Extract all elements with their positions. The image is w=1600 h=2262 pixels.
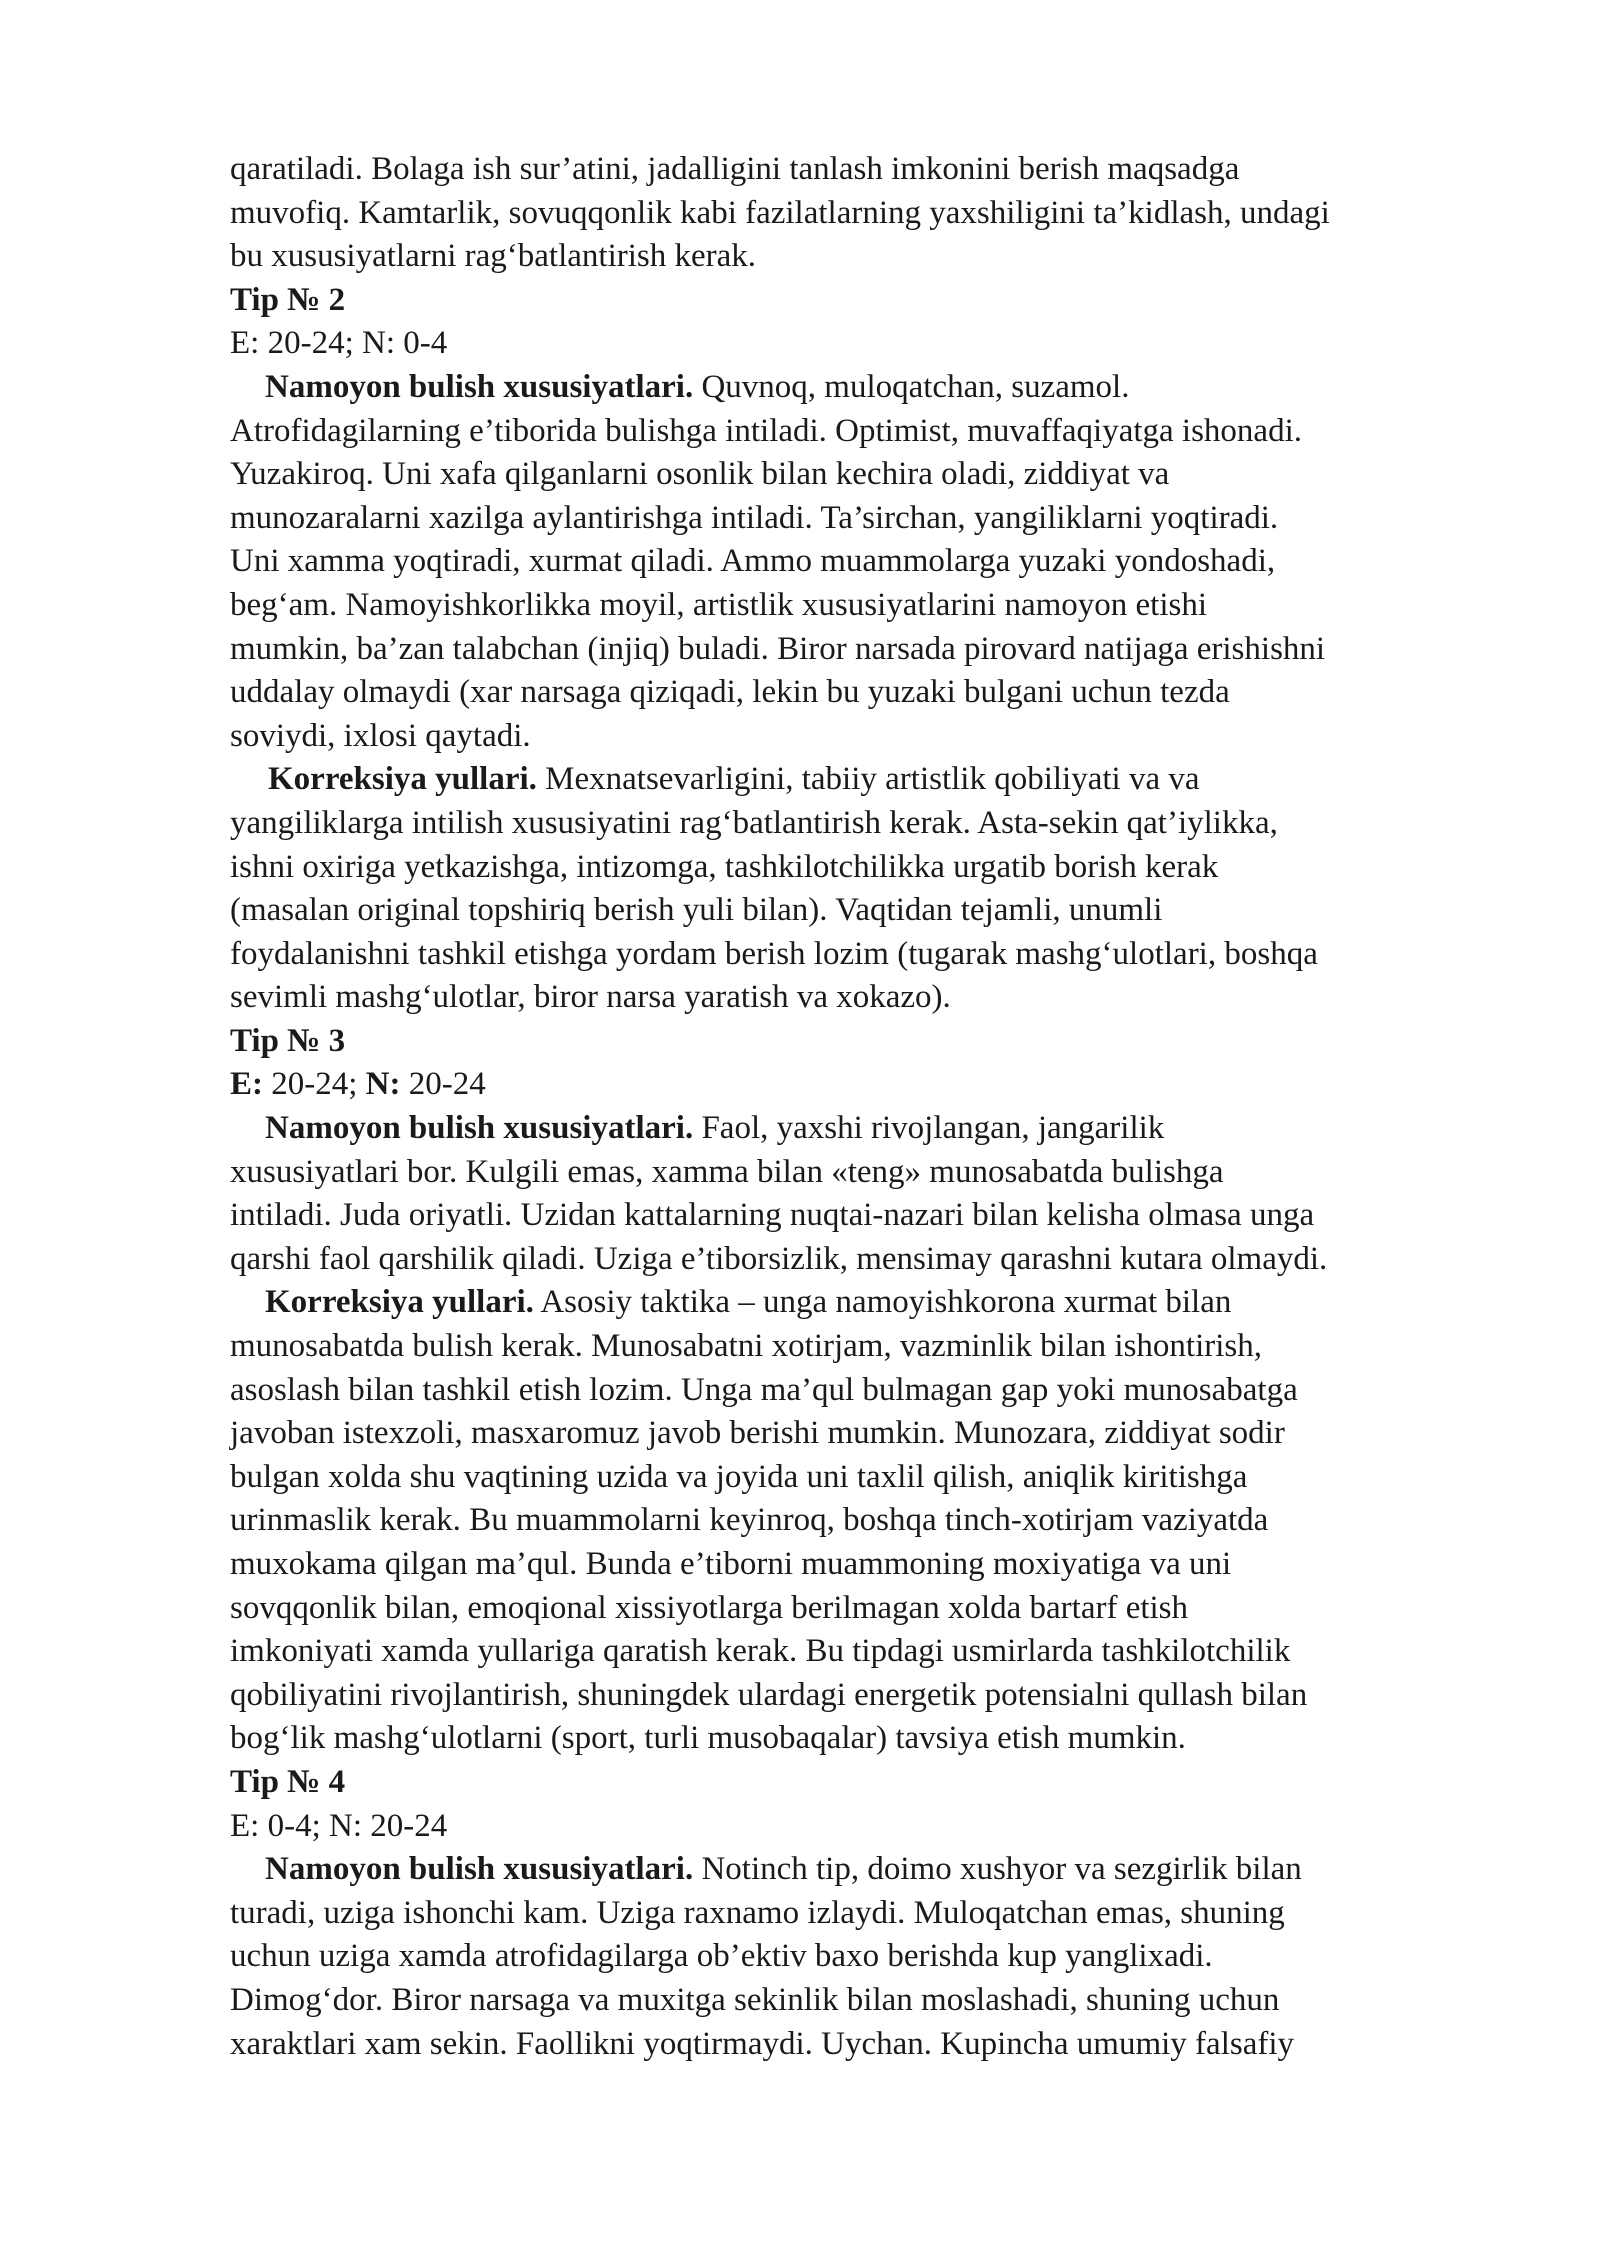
text-line: Korreksiya yullari. Asosiy taktika – unga namoyishkorona xurmat bilan: [265, 1284, 1232, 1321]
manifest-label: Namoyon bulish xususiyatlari.: [265, 368, 694, 405]
text-line: bu xususiyatlarni rag‘batlantirish kerak.: [230, 238, 757, 275]
text-line: bog‘lik mashg‘ulotlarni (sport, turli musobaqalar) tavsiya etish mumkin.: [230, 1720, 1186, 1757]
text-line: yangiliklarga intilish xususiyatini rag‘batlantirish kerak. Asta-sekin qat’iylikka,: [230, 804, 1278, 841]
text-line: qarshi faol qarshilik qiladi. Uziga e’tiborsizlik, mensimay qarashni kutara olmaydi.: [230, 1240, 1328, 1277]
text-line: Yuzakiroq. Uni xafa qilganlarni osonlik bilan kechira oladi, ziddiyat va: [230, 456, 1170, 493]
text-line: Namoyon bulish xususiyatlari. Faol, yaxshi rivojlangan, jangarilik: [265, 1110, 1165, 1147]
text-line: muvofiq. Kamtarlik, sovuqqonlik kabi fazilatlarning yaxshiligini ta’kidlash, undagi: [230, 194, 1330, 231]
text-line: urinmaslik kerak. Bu muammolarni keyinroq, boshqa tinch-xotirjam vaziyatda: [230, 1502, 1269, 1539]
type-3-heading: Tip № 3: [230, 1022, 346, 1059]
text-line: ishni oxiriga yetkazishga, intizomga, tashkilotchilikka urgatib borish kerak: [230, 848, 1219, 885]
text-line: xaraktlari xam sekin. Faollikni yoqtirmaydi. Uychan. Kupincha umumiy falsafiy: [230, 2025, 1295, 2062]
text-line: Namoyon bulish xususiyatlari. Notinch tip, doimo xushyor va sezgirlik bilan: [265, 1851, 1302, 1888]
text-line: uddalay olmaydi (xar narsaga qiziqadi, lekin bu yuzaki bulgani uchun tezda: [230, 674, 1230, 711]
text-line: Atrofidagilarning e’tiborida bulishga intiladi. Optimist, muvaffaqiyatga ishonadi.: [230, 412, 1303, 449]
text-line: foydalanishni tashkil etishga yordam berish lozim (tugarak mashg‘ulotlari, boshqa: [230, 935, 1318, 972]
text-line: qobiliyatini rivojlantirish, shuningdek ulardagi energetik potensialni qullash bilan: [230, 1676, 1308, 1713]
document-page: [230, 148, 1520, 2066]
type-2-correction-paragraph: [230, 758, 1520, 1020]
text-line: muxokama qilgan ma’qul. Bunda e’tiborni muammoning moxiyatiga va uni: [230, 1546, 1232, 1582]
type-4-manifest-paragraph: [230, 1848, 1520, 2066]
correction-label: Korreksiya yullari.: [268, 761, 537, 798]
type-3-manifest-paragraph: [230, 1107, 1520, 1281]
text-line: qaratiladi. Bolaga ish sur’atini, jadalligini tanlash imkonini berish maqsadga: [230, 151, 1240, 187]
manifest-label: Namoyon bulish xususiyatlari.: [265, 1851, 694, 1888]
text-line: soviydi, ixlosi qaytadi.: [230, 717, 531, 754]
type-4-scores: E: 0-4; N: 20-24: [230, 1807, 448, 1844]
type-2-manifest-paragraph: [230, 366, 1520, 758]
text-line: intiladi. Juda oriyatli. Uzidan kattalarning nuqtai-nazari bilan kelisha olmasa unga: [230, 1197, 1315, 1234]
text-line: imkoniyati xamda yullariga qaratish kerak. Bu tipdagi usmirlarda tashkilotchilik: [230, 1633, 1291, 1670]
text-line: Korreksiya yullari. Mexnatsevarligini, tabiiy artistlik qobiliyati va va: [268, 761, 1200, 798]
text-line: (masalan original topshiriq berish yuli bilan). Vaqtidan tejamli, unumli: [230, 892, 1163, 929]
correction-label: Korreksiya yullari.: [265, 1284, 534, 1321]
text-line: beg‘am. Namoyishkorlikka moyil, artistlik xususiyatlarini namoyon etishi: [230, 586, 1208, 623]
type-2-section: [230, 279, 1520, 1020]
text-line: xususiyatlari bor. Kulgili emas, xamma bilan «teng» munosabatda bulishga: [230, 1153, 1224, 1190]
text-line: javoban istexzoli, masxaromuz javob berishi mumkin. Munozara, ziddiyat sodir: [230, 1415, 1285, 1452]
text-line: mumkin, ba’zan talabchan (injiq) buladi. Biror narsada pirovard natijaga erishishni: [230, 630, 1326, 667]
text-line: Uni xamma yoqtiradi, xurmat qiladi. Ammo muammolarga yuzaki yondoshadi,: [230, 543, 1276, 580]
type-3-scores: E: 20-24; N: 20-24: [230, 1066, 486, 1103]
text-line: munosabatda bulish kerak. Munosabatni xotirjam, vazminlik bilan ishontirish,: [230, 1328, 1263, 1365]
text-line: Dimog‘dor. Biror narsaga va muxitga sekinlik bilan moslashadi, shuning uchun: [230, 1981, 1280, 2018]
type-2-scores: E: 20-24; N: 0-4: [230, 325, 448, 362]
intro-paragraph: [230, 148, 1520, 279]
type-3-correction-paragraph: [230, 1281, 1520, 1761]
text-line: Namoyon bulish xususiyatlari. Quvnoq, muloqatchan, suzamol.: [265, 368, 1130, 405]
type-2-heading: Tip № 2: [230, 281, 346, 318]
text-line: bulgan xolda shu vaqtining uzida va joyida uni taxlil qilish, aniqlik kiritishga: [230, 1458, 1248, 1495]
manifest-label: Namoyon bulish xususiyatlari.: [265, 1110, 694, 1147]
text-line: asoslash bilan tashkil etish lozim. Unga ma’qul bulmagan gap yoki munosabatga: [230, 1371, 1298, 1408]
text-line: sovqqonlik bilan, emoqional xissiyotlarga berilmagan xolda bartarf etish: [230, 1589, 1189, 1626]
text-line: uchun uziga xamda atrofidagilarga ob’ektiv baxo berishda kup yanglixadi.: [230, 1938, 1213, 1975]
text-line: turadi, uziga ishonchi kam. Uziga raxnamo izlaydi. Muloqatchan emas, shuning: [230, 1894, 1285, 1931]
text-line: munozaralarni xazilga aylantirishga intiladi. Ta’sirchan, yangiliklarni yoqtiradi.: [230, 499, 1279, 536]
type-4-heading: Tip № 4: [230, 1763, 346, 1800]
type-4-section: [230, 1761, 1520, 2066]
text-line: sevimli mashg‘ulotlar, biror narsa yaratish va xokazo).: [230, 979, 951, 1016]
type-3-section: [230, 1020, 1520, 1761]
